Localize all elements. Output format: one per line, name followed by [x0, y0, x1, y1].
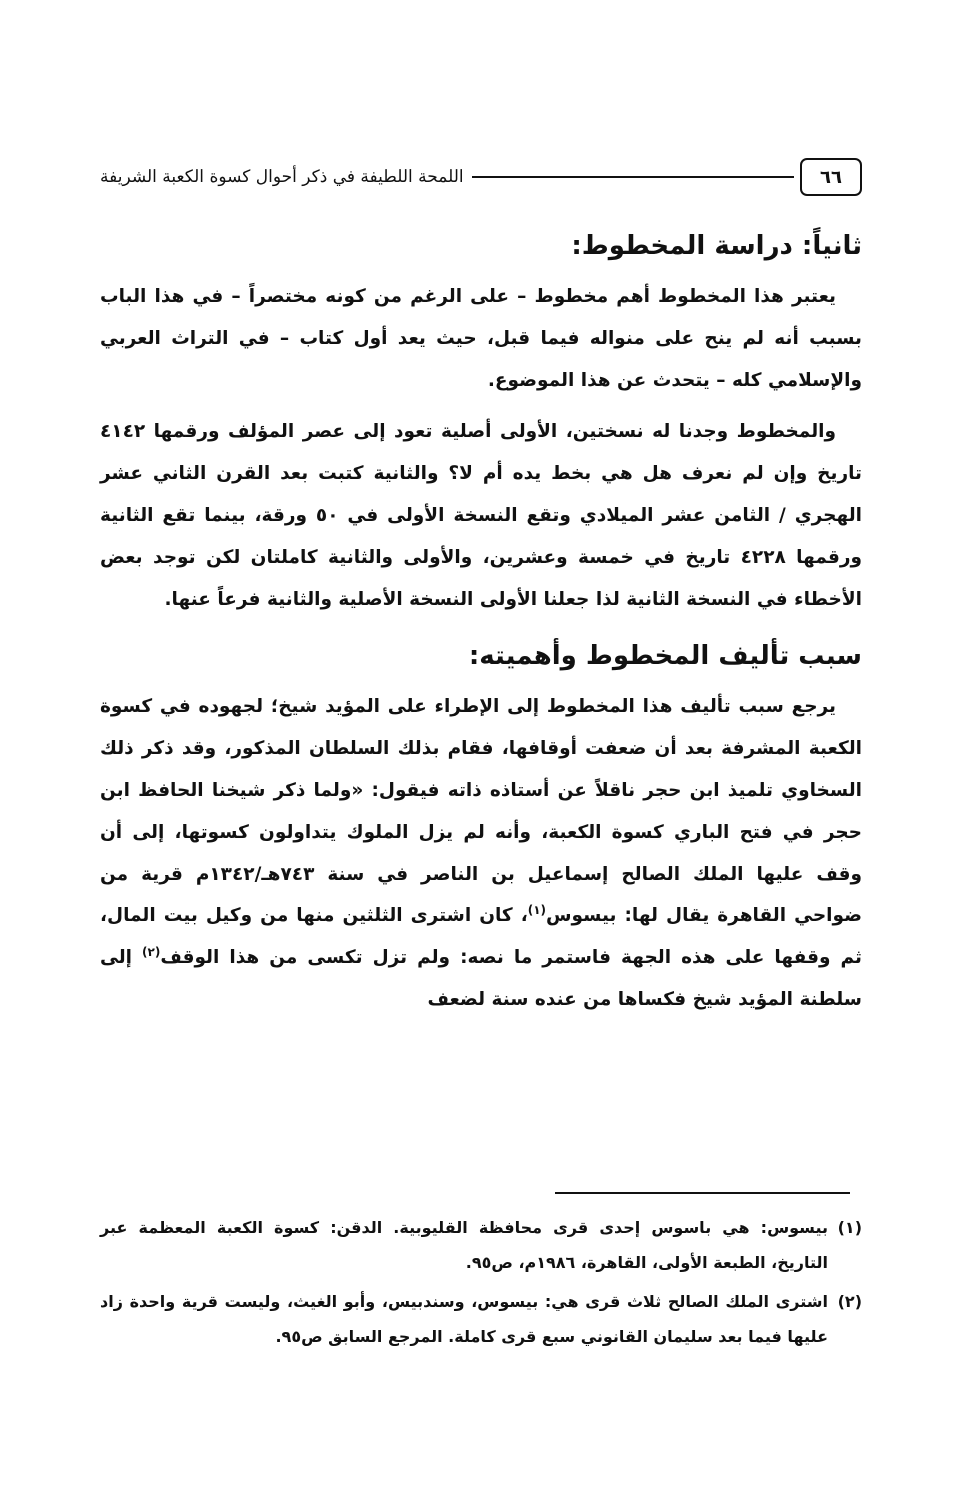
- page-number-box: [800, 158, 862, 196]
- section-heading-authorship-reason: سبب تأليف المخطوط وأهميته:: [468, 641, 862, 672]
- footnotes: [100, 1210, 862, 1358]
- header-rule: [472, 176, 794, 178]
- footnote-ref-2[interactable]: (٢): [142, 945, 161, 959]
- paragraph-authorship: [100, 686, 862, 1020]
- section-heading-manuscript-study: ثانياً: دراسة المخطوط:: [571, 231, 862, 261]
- running-title: اللمحة اللطيفة في ذكر أحوال كسوة الكعبة الشريفة: [100, 167, 464, 187]
- paragraph-text: ، كان اشترى الثلثين منها من وكيل بيت المال، ثم وقفها على هذه الجهة فاستمر ما نصه: ولم تزل تكسى من هذا الوقف: [100, 905, 862, 969]
- paragraph: والمخطوط وجدنا له نسختين، الأولى أصلية تعود إلى عصر المؤلف ورقمها ٤١٤٢ تاريخ وإن لم نعرف هل هي بخط يده أم لا؟ والثانية كتبت بعد القرن الثاني عشر الهجري / الثامن عشر الميلادي وتقع النسخة الأولى في ٥٠ ورقة، بينما تقع الثانية ورقمها ٤٢٢٨ تاريخ في خمسة وعشرين، والأولى والثانية كاملتان لكن توجد بعض الأخطاء في النسخة الثانية لذا جعلنا الأولى النسخة الأصلية والثانية فرعاً عنها.: [100, 421, 863, 610]
- paragraph-text: يرجع سبب تأليف هذا المخطوط إلى الإطراء على المؤيد شيخ؛ لجهوده في كسوة الكعبة المشرفة بعد أن ضعفت أوقافها، فقام بذلك السلطان المذكور، وقد ذكر ذلك السخاوي تلميذ ابن حجر ناقلاً عن أستاذه ذاته فيقول: «ولما ذكر شيخنا الحافظ ابن حجر في فتح الباري كسوة الكعبة، وأنه لم يزل الملوك يتداولون كسوتها، إلى أن وقف عليها الملك الصالح إسماعيل بن الناصر في سنة ٧٤٣هـ/١٣٤٢م قرية من ضواحي القاهرة يقال لها: بيسوس: [100, 696, 862, 927]
- paragraph: يعتبر هذا المخطوط أهم مخطوط – على الرغم من كونه مختصراً – في هذا الباب بسبب أنه لم ينح على منواله فيما قبل، حيث يعد أول كتاب – في التراث العربي والإسلامي كله – يتحدث عن هذا الموضوع.: [100, 286, 862, 391]
- paragraph-text: إلى سلطنة المؤيد شيخ فكساها من عنده سنة لضعف: [100, 947, 862, 1010]
- footnote-marker: (١): [837, 1218, 862, 1237]
- footnote-1: [100, 1210, 862, 1280]
- main-text: [100, 222, 862, 1021]
- footnote-2: [100, 1284, 862, 1354]
- footnote-text: اشترى الملك الصالح ثلاث قرى هي: بيسوس، وسندبيس، وأبو الغيث، وليست قرية واحدة زاد عليها فيما بعد سليمان القانوني سبع قرى كاملة. المرجع السابق ص٩٥.: [100, 1292, 828, 1346]
- page-number: ٦٦: [820, 166, 842, 188]
- footnote-text: بيسوس: هي باسوس إحدى قرى محافظة القليوبية. الدقن: كسوة الكعبة المعظمة عبر التاريخ، الطبعة الأولى، القاهرة، ١٩٨٦م، ص٩٥.: [100, 1218, 828, 1272]
- footnote-marker: (٢): [837, 1292, 862, 1311]
- footnote-ref-1[interactable]: (١): [527, 903, 547, 918]
- footnote-separator: [555, 1192, 850, 1194]
- page-header: [100, 157, 862, 197]
